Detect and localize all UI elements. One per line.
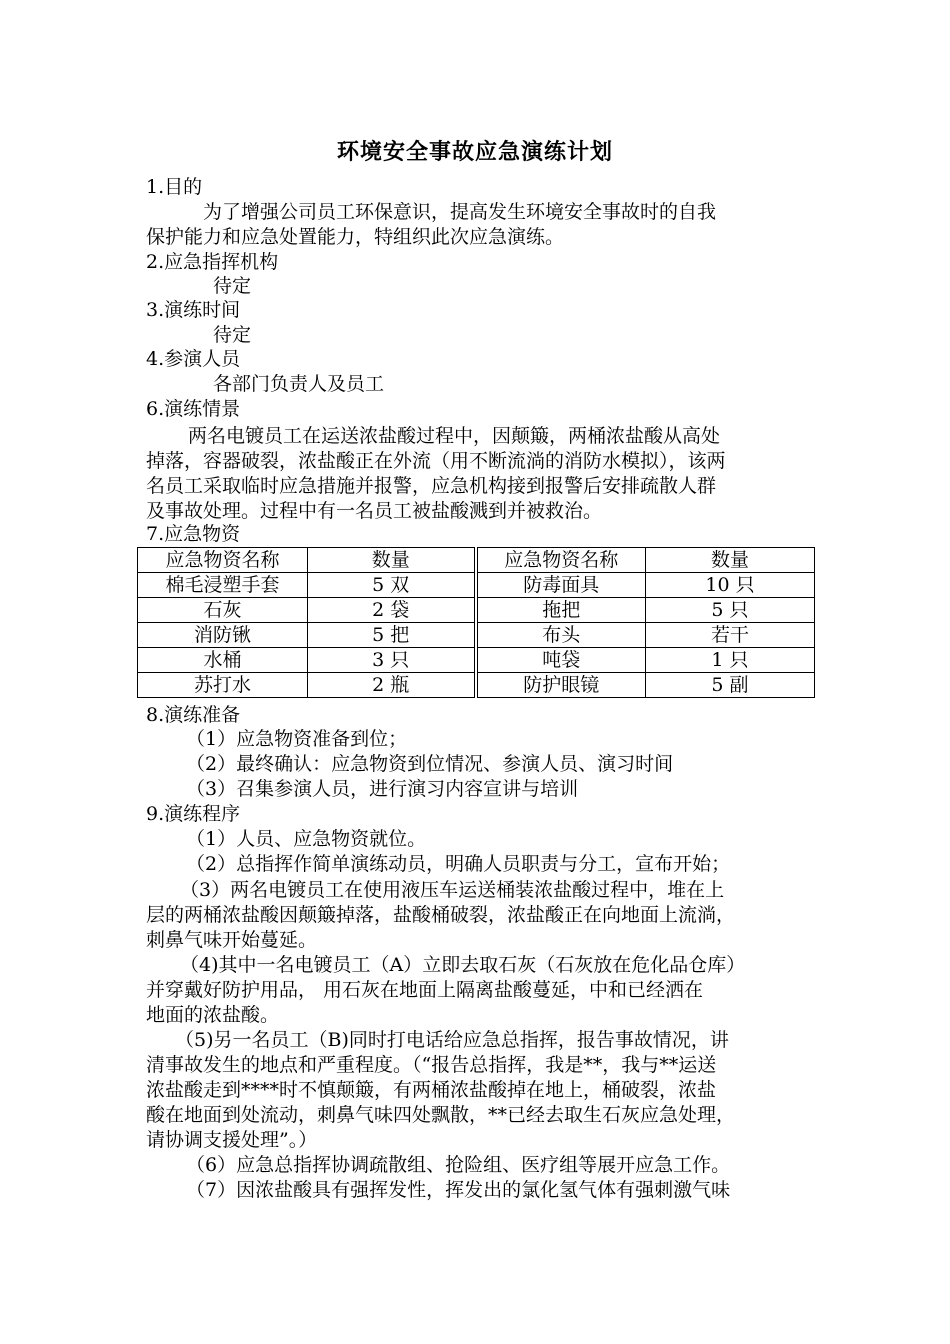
table-cell: 5 把 bbox=[308, 623, 476, 648]
table-cell: 水桶 bbox=[138, 648, 308, 673]
table-cell: 拖把 bbox=[476, 598, 646, 623]
section-2-heading: 2.应急指挥机构 bbox=[146, 251, 279, 273]
section-9-line: （3）两名电镀员工在使用液压车运送桶装浓盐酸过程中，堆在上 bbox=[180, 879, 725, 901]
section-4-body: 各部门负责人及员工 bbox=[213, 373, 385, 395]
document-title: 环境安全事故应急演练计划 bbox=[336, 140, 613, 165]
section-7-heading: 7.应急物资 bbox=[146, 523, 241, 545]
section-1-line: 保护能力和应急处置能力，特组织此次应急演练。 bbox=[146, 226, 565, 248]
table-cell: 5 双 bbox=[308, 573, 476, 598]
table-header-row bbox=[138, 548, 815, 573]
table-row bbox=[138, 648, 815, 673]
table-cell: 吨袋 bbox=[476, 648, 646, 673]
table-header-cell: 应急物资名称 bbox=[476, 548, 646, 573]
section-8-line: （3）召集参演人员，进行演习内容宣讲与培训 bbox=[186, 778, 579, 800]
table-header-cell: 应急物资名称 bbox=[138, 548, 308, 573]
table-header-cell: 数量 bbox=[646, 548, 815, 573]
section-9-line: 并穿戴好防护用品， 用石灰在地面上隔离盐酸蔓延，中和已经洒在 bbox=[146, 979, 704, 1001]
section-3-body: 待定 bbox=[213, 324, 252, 346]
section-9-line: 请协调支援处理”。） bbox=[146, 1129, 318, 1151]
section-9-line: （4)其中一名电镀员工（A）立即去取石灰（石灰放在危化品仓库） bbox=[180, 954, 746, 976]
section-9-line: 清事故发生的地点和严重程度。（“报告总指挥，我是**，我与**运送 bbox=[146, 1054, 717, 1076]
table-header-cell: 数量 bbox=[308, 548, 476, 573]
table-cell: 布头 bbox=[476, 623, 646, 648]
table-row bbox=[138, 623, 815, 648]
section-9-line: 地面的浓盐酸。 bbox=[146, 1004, 280, 1026]
section-4-heading: 4.参演人员 bbox=[146, 348, 241, 370]
section-9-line: 层的两桶浓盐酸因颠簸掉落，盐酸桶破裂，浓盐酸正在向地面上流淌， bbox=[146, 904, 736, 926]
table-cell: 消防锹 bbox=[138, 623, 308, 648]
section-6-line: 两名电镀员工在运送浓盐酸过程中，因颠簸，两桶浓盐酸从高处 bbox=[188, 425, 721, 447]
section-6-line: 名员工采取临时应急措施并报警，应急机构接到报警后安排疏散人群 bbox=[146, 475, 717, 497]
section-3-heading: 3.演练时间 bbox=[146, 299, 241, 321]
section-6-heading: 6.演练情景 bbox=[146, 398, 241, 420]
table-cell: 防毒面具 bbox=[476, 573, 646, 598]
section-8-heading: 8.演练准备 bbox=[146, 704, 241, 726]
section-9-line: （2）总指挥作简单演练动员，明确人员职责与分工，宣布开始； bbox=[186, 853, 731, 875]
section-9-line: 酸在地面到处流动，刺鼻气味四处飘散，**已经去取生石灰应急处理， bbox=[146, 1104, 736, 1126]
section-9-line: （1）人员、应急物资就位。 bbox=[186, 828, 427, 850]
section-6-line: 及事故处理。过程中有一名员工被盐酸溅到并被救治。 bbox=[146, 500, 603, 522]
section-9-line: （6）应急总指挥协调疏散组、抢险组、医疗组等展开应急工作。 bbox=[186, 1154, 731, 1176]
table-row bbox=[138, 673, 815, 698]
section-9-line: 刺鼻气味开始蔓延。 bbox=[146, 929, 318, 951]
section-8-line: （1）应急物资准备到位； bbox=[186, 728, 408, 750]
table-cell: 苏打水 bbox=[138, 673, 308, 698]
table-row bbox=[138, 598, 815, 623]
table-cell: 2 袋 bbox=[308, 598, 476, 623]
section-8-line: （2）最终确认：应急物资到位情况、参演人员、演习时间 bbox=[186, 753, 674, 775]
table-cell: 1 只 bbox=[646, 648, 815, 673]
table-cell: 5 副 bbox=[646, 673, 815, 698]
table-cell: 石灰 bbox=[138, 598, 308, 623]
section-9-line: （5)另一名员工（B)同时打电话给应急总指挥，报告事故情况，讲 bbox=[175, 1029, 729, 1051]
table-cell: 若干 bbox=[646, 623, 815, 648]
table-cell: 2 瓶 bbox=[308, 673, 476, 698]
table-cell: 10 只 bbox=[646, 573, 815, 598]
table-cell: 5 只 bbox=[646, 598, 815, 623]
table-row bbox=[138, 573, 815, 598]
section-1-heading: 1.目的 bbox=[146, 176, 203, 198]
section-2-body: 待定 bbox=[213, 275, 252, 297]
section-9-line: 浓盐酸走到****时不慎颠簸，有两桶浓盐酸掉在地上，桶破裂，浓盐 bbox=[146, 1079, 717, 1101]
table-cell: 3 只 bbox=[308, 648, 476, 673]
materials-table bbox=[137, 547, 815, 698]
section-1-line: 为了增强公司员工环保意识，提高发生环境安全事故时的自我 bbox=[203, 201, 717, 223]
section-6-line: 掉落，容器破裂，浓盐酸正在外流（用不断流淌的消防水模拟），该两 bbox=[146, 450, 726, 472]
table-cell: 防护眼镜 bbox=[476, 673, 646, 698]
section-9-heading: 9.演练程序 bbox=[146, 803, 241, 825]
table-cell: 棉毛浸塑手套 bbox=[138, 573, 308, 598]
section-9-line: （7）因浓盐酸具有强挥发性，挥发出的氯化氢气体有强刺激气味 bbox=[186, 1179, 731, 1201]
